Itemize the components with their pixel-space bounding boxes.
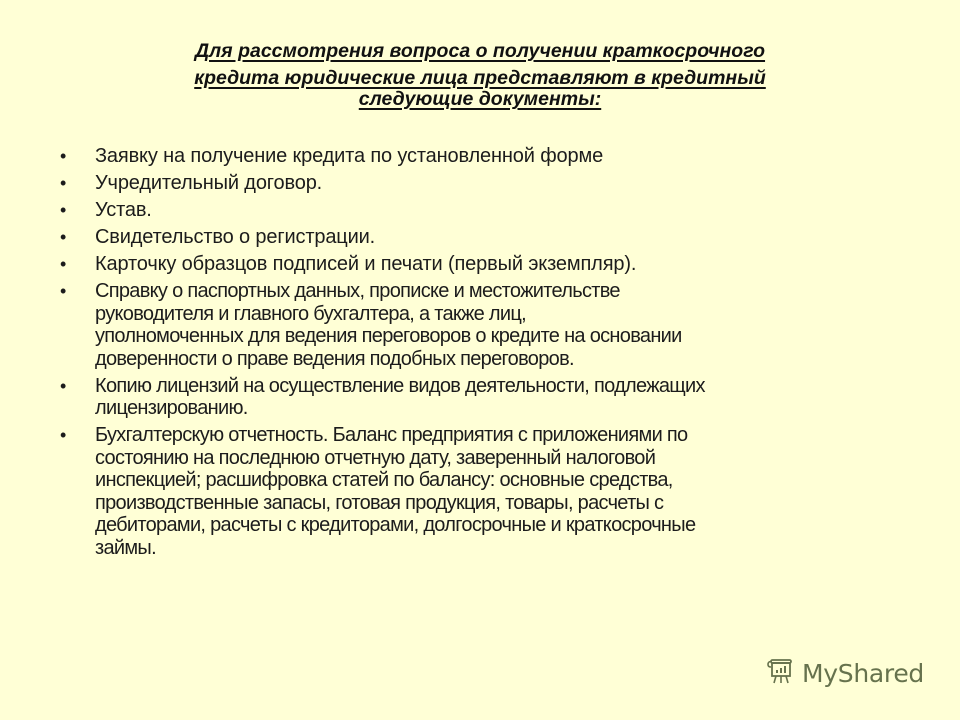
list-item-text: Свидетельство о регистрации. bbox=[95, 226, 376, 248]
bullet-icon: • bbox=[60, 146, 67, 166]
list-item-text: дебиторами, расчеты с кредиторами, долгосрочные и краткосрочные bbox=[95, 514, 696, 536]
list-item bbox=[60, 253, 890, 276]
myshared-watermark[interactable] bbox=[766, 656, 924, 691]
watermark-text: MyShared bbox=[802, 659, 924, 688]
list-item-text: производственные запасы, готовая продукция, товары, расчеты с bbox=[95, 491, 664, 514]
list-item bbox=[60, 199, 890, 222]
list-item-text: Карточку образцов подписей и печати (первый экземпляр). bbox=[95, 253, 637, 275]
list-item-text: Учредительный договор. bbox=[95, 172, 323, 194]
list-item bbox=[60, 226, 890, 249]
list-item-text: Бухгалтерскую отчетность. Баланс предприятия с приложениями по bbox=[95, 424, 688, 446]
list-item bbox=[60, 145, 890, 168]
list-item-text: Справку о паспортных данных, прописке и местожительстве bbox=[95, 280, 620, 302]
list-item-text: доверенности о праве ведения подобных переговоров. bbox=[95, 347, 574, 370]
list-item-text: займы. bbox=[95, 536, 156, 559]
title-line-3: следующие документы: bbox=[358, 88, 602, 110]
bullet-icon: • bbox=[60, 425, 67, 445]
bullet-icon: • bbox=[60, 375, 67, 396]
title-line-1: Для рассмотрения вопроса о получении краткосрочного bbox=[194, 40, 766, 62]
bullet-icon: • bbox=[60, 281, 67, 301]
list-item bbox=[60, 375, 890, 420]
list-item bbox=[60, 280, 890, 370]
list-item-text: Устав. bbox=[95, 199, 152, 221]
list-item bbox=[60, 424, 890, 559]
list-item bbox=[60, 172, 890, 195]
list-item-text: Заявку на получение кредита по установленной форме bbox=[95, 145, 604, 167]
title-line-2: кредита юридические лица представляют в кредитный bbox=[194, 67, 766, 89]
presentation-board-icon bbox=[766, 656, 796, 691]
list-item-text: уполномоченных для ведения переговоров о кредите на основании bbox=[95, 325, 682, 347]
bullet-icon: • bbox=[60, 200, 67, 220]
bullet-icon: • bbox=[60, 254, 67, 274]
bullet-icon: • bbox=[60, 173, 67, 193]
list-item-text: состоянию на последнюю отчетную дату, заверенный налоговой bbox=[95, 446, 656, 469]
list-item-text: руководителя и главного бухгалтера, а также лиц, bbox=[95, 302, 526, 325]
list-item-text: инспекцией; расшифровка статей по балансу: основные средства, bbox=[95, 469, 673, 491]
document-list bbox=[60, 145, 890, 564]
slide-title bbox=[110, 38, 850, 110]
list-item-text: лицензированию. bbox=[95, 397, 248, 419]
bullet-icon: • bbox=[60, 227, 67, 247]
list-item-text: Копию лицензий на осуществление видов деятельности, подлежащих bbox=[95, 374, 705, 397]
